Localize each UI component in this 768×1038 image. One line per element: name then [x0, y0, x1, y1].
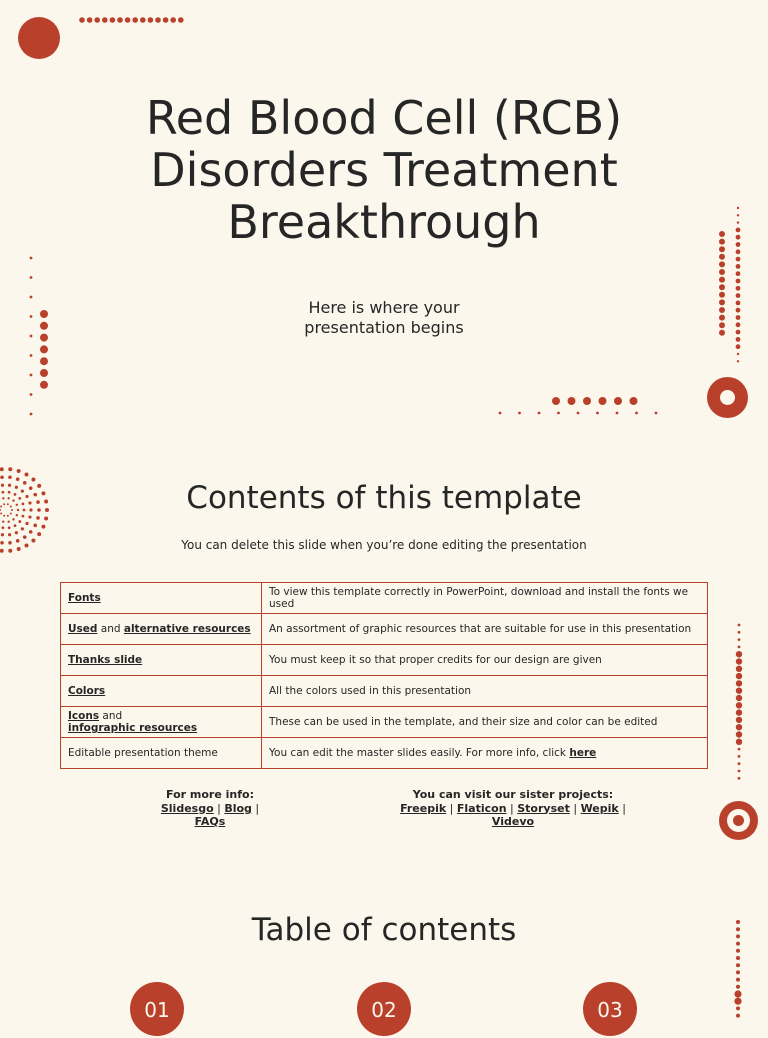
resources-row	[61, 614, 708, 645]
resource-link[interactable]: Thanks slide	[68, 654, 143, 666]
resource-description: You can edit the master slides easily. For more info, click	[269, 747, 570, 759]
sister-projects: You can visit our sister projects: Freepik | Flaticon | Storyset | Wepik | Videvo	[400, 788, 626, 828]
toc-number-2[interactable]: 02	[357, 982, 411, 1036]
toc-number-1[interactable]: 01	[130, 982, 184, 1036]
toc-heading: Table of contents	[251, 912, 517, 948]
resource-link[interactable]: infographic resources	[68, 722, 198, 734]
resources-cell-description	[262, 583, 708, 614]
resource-link[interactable]: Colors	[68, 685, 106, 697]
decor-ring-2	[719, 801, 758, 840]
resource-link[interactable]: Used	[68, 623, 98, 635]
resource-text: Editable presentation theme	[68, 747, 218, 759]
resources-row	[61, 645, 708, 676]
decor-ring-1	[707, 377, 748, 418]
subtitle-line-2: presentation begins	[304, 318, 464, 337]
resources-row	[61, 583, 708, 614]
link-videvo[interactable]: Videvo	[491, 815, 535, 828]
resources-cell-description	[262, 676, 708, 707]
link-flaticon[interactable]: Flaticon	[456, 801, 507, 815]
contents-heading: Contents of this template	[186, 480, 582, 516]
toc-number-3[interactable]: 03	[583, 982, 637, 1036]
contents-description: You can delete this slide when you’re done editing the presentation	[181, 538, 587, 552]
link-wepik[interactable]: Wepik	[580, 801, 619, 815]
resources-cell-description	[262, 614, 708, 645]
resources-row	[61, 707, 708, 738]
title-line-3: Breakthrough	[227, 195, 541, 249]
resource-text: and	[99, 710, 123, 722]
link-storyset[interactable]: Storyset	[517, 801, 570, 815]
resources-cell-description	[262, 738, 708, 769]
resource-description: These can be used in the template, and their size and color can be edited	[269, 716, 658, 728]
resources-cell-topic	[61, 707, 262, 738]
more-info-label: For more info:	[166, 788, 254, 801]
resources-cell-topic	[61, 738, 262, 769]
sister-projects-label: You can visit our sister projects:	[412, 788, 614, 801]
link-freepik[interactable]: Freepik	[400, 801, 447, 815]
resources-table	[60, 582, 708, 769]
link-blog[interactable]: Blog	[224, 801, 252, 815]
resource-description: To view this template correctly in PowerPoint, download and install the fonts we used	[269, 586, 689, 610]
decor-big-dot	[18, 17, 60, 59]
link-faqs[interactable]: FAQs	[194, 815, 226, 828]
link-slidesgo[interactable]: Slidesgo	[160, 801, 214, 815]
resource-text: and	[97, 623, 124, 635]
resources-cell-topic	[61, 676, 262, 707]
resource-link[interactable]: Icons	[68, 710, 100, 722]
subtitle-line-1: Here is where your	[308, 298, 460, 317]
resources-cell-topic	[61, 645, 262, 676]
presentation-title	[0, 92, 768, 248]
resources-cell-topic	[61, 614, 262, 645]
decor-dot-column-right-3	[0, 0, 1, 1]
resource-description: An assortment of graphic resources that are suitable for use in this presentation	[269, 623, 692, 635]
resource-description: You must keep it so that proper credits for our design are given	[269, 654, 602, 666]
resources-cell-description	[262, 707, 708, 738]
here-link[interactable]: here	[569, 747, 597, 759]
resources-cell-description	[262, 645, 708, 676]
resources-cell-topic	[61, 583, 262, 614]
resource-description: All the colors used in this presentation	[269, 685, 472, 697]
resource-link[interactable]: Fonts	[68, 592, 101, 604]
resource-link[interactable]: alternative resources	[123, 623, 251, 635]
more-info: For more info: Slidesgo | Blog | FAQs	[160, 788, 260, 828]
title-line-2: Disorders Treatment	[150, 143, 618, 197]
title-line-1: Red Blood Cell (RCB)	[145, 91, 623, 145]
presentation-subtitle	[0, 298, 768, 338]
resources-row	[61, 738, 708, 769]
resources-row	[61, 676, 708, 707]
